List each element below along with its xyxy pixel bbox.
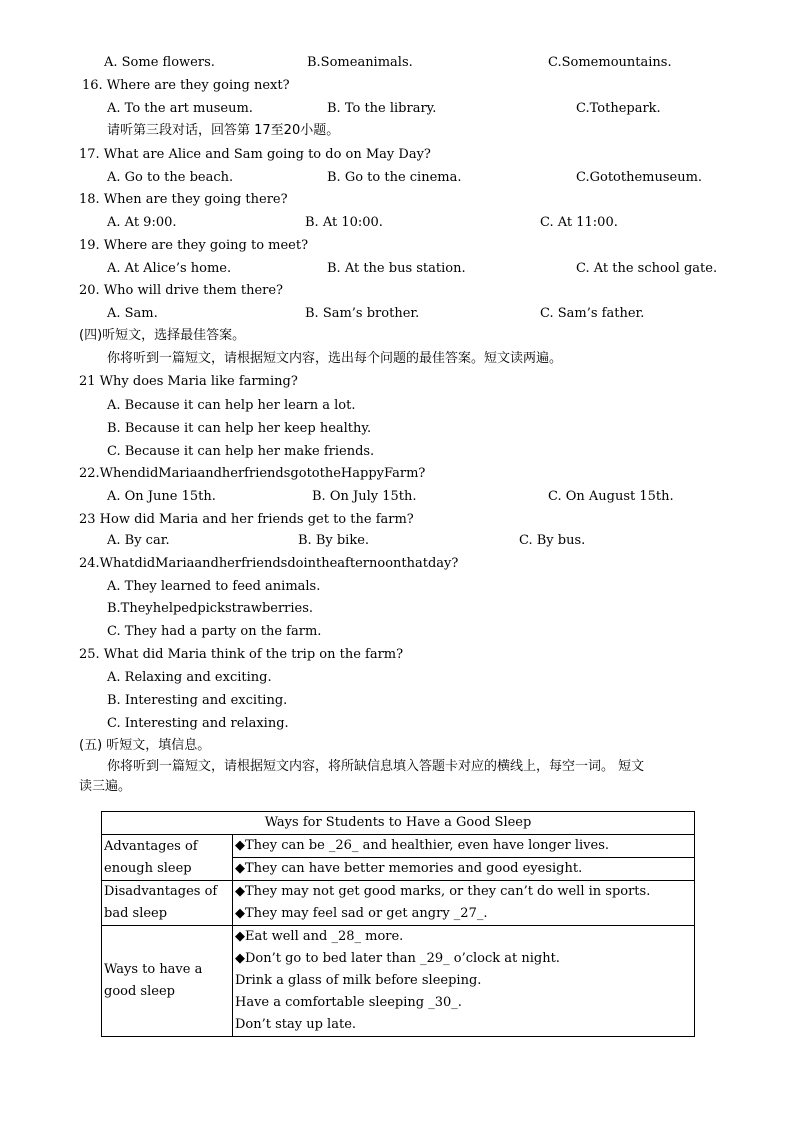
- q22-question: 22.WhendidMariaandherfriendsgototheHappyFarm?: [79, 466, 426, 481]
- q22-option-a: A. On June 15th.: [107, 489, 216, 504]
- q21-option-c: C. Because it can help her make friends.: [107, 444, 375, 459]
- label-line: enough sleep: [104, 860, 192, 876]
- q18-option-c: C. At 11:00.: [540, 215, 618, 230]
- table-cell: ◆They can have better memories and good eyesight.: [233, 858, 695, 881]
- table-row: [102, 835, 695, 858]
- table-cell: [233, 926, 695, 1037]
- table-item: ◆They may feel sad or get angry _27_.: [235, 906, 488, 921]
- table-row: [102, 881, 695, 926]
- q20-option-c: C. Sam’s father.: [540, 306, 645, 321]
- part5-title: (五) 听短文，填信息。: [79, 738, 211, 753]
- table-row-label: [102, 881, 233, 926]
- q17-option-b: B. Go to the cinema.: [327, 170, 462, 185]
- q24-question: 24.WhatdidMariaandherfriendsdointheafternoonthatday?: [79, 556, 459, 571]
- q25-option-c: C. Interesting and relaxing.: [107, 716, 289, 731]
- q21-option-b: B. Because it can help her keep healthy.: [107, 421, 372, 436]
- q18-question: 18. When are they going there?: [79, 192, 288, 207]
- q22-option-b: B. On July 15th.: [312, 489, 417, 504]
- table-row-label: [102, 926, 233, 1037]
- table-item: Don’t stay up late.: [235, 1017, 357, 1032]
- table-item: ◆They may not get good marks, or they can’t do well in sports.: [235, 884, 651, 899]
- q17-question: 17. What are Alice and Sam going to do on May Day?: [79, 147, 431, 162]
- table-cell: ◆They can be _26_ and healthier, even have longer lives.: [233, 835, 695, 858]
- part5-instructions-line2: 读三遍。: [79, 779, 132, 794]
- table-cell: [233, 881, 695, 926]
- q19-option-a: A. At Alice’s home.: [107, 261, 232, 276]
- q25-question: 25. What did Maria think of the trip on the farm?: [79, 647, 404, 662]
- table-title: Ways for Students to Have a Good Sleep: [102, 812, 695, 835]
- q22-option-c: C. On August 15th.: [548, 489, 674, 504]
- q16-option-c: C.Tothepark.: [576, 101, 661, 116]
- q24-option-a: A. They learned to feed animals.: [107, 579, 321, 594]
- label-line: Disadvantages of: [104, 884, 218, 899]
- q20-option-a: A. Sam.: [107, 306, 158, 321]
- q18-option-b: B. At 10:00.: [305, 215, 383, 230]
- q24-option-c: C. They had a party on the farm.: [107, 624, 322, 639]
- q19-question: 19. Where are they going to meet?: [79, 238, 309, 253]
- q23-option-b: B. By bike.: [298, 533, 370, 548]
- q19-option-c: C. At the school gate.: [576, 261, 718, 276]
- section3-note: 请听第三段对话，回答第 17至20小题。: [107, 123, 340, 138]
- q18-option-a: A. At 9:00.: [107, 215, 177, 230]
- q15-option-a: A. Some flowers.: [104, 55, 215, 70]
- q20-question: 20. Who will drive them there?: [79, 283, 284, 298]
- q16-question: 16. Where are they going next?: [82, 78, 290, 93]
- q17-option-c: C.Gotothemuseum.: [576, 170, 703, 185]
- q25-option-a: A. Relaxing and exciting.: [107, 670, 272, 685]
- q16-option-a: A. To the art museum.: [107, 101, 253, 116]
- q23-question: 23 How did Maria and her friends get to the farm?: [79, 512, 414, 527]
- label-line: good sleep: [104, 984, 175, 999]
- q24-option-b: B.Theyhelpedpickstrawberries.: [107, 601, 314, 616]
- label-line: Advantages of: [104, 838, 198, 854]
- good-sleep-table: [101, 811, 695, 1037]
- q23-option-a: A. By car.: [107, 533, 170, 548]
- q23-option-c: C. By bus.: [519, 533, 586, 548]
- table-item: ◆Don’t go to bed later than _29_ o’clock at night.: [235, 951, 560, 966]
- label-line: bad sleep: [104, 906, 168, 921]
- q20-option-b: B. Sam’s brother.: [305, 306, 420, 321]
- q25-option-b: B. Interesting and exciting.: [107, 693, 288, 708]
- q15-option-c: C.Somemountains.: [548, 55, 672, 70]
- table-row-label: [102, 835, 233, 881]
- q21-question: 21 Why does Maria like farming?: [79, 374, 298, 389]
- q15-option-b: B.Someanimals.: [307, 55, 413, 70]
- table-item: Have a comfortable sleeping _30_.: [235, 995, 462, 1010]
- label-line: Ways to have a: [104, 962, 203, 977]
- part4-instructions: 你将听到一篇短文，请根据短文内容，选出每个问题的最佳答案。短文读两遍。: [107, 351, 563, 366]
- q17-option-a: A. Go to the beach.: [107, 170, 234, 185]
- table-item: Drink a glass of milk before sleeping.: [235, 973, 482, 988]
- part4-title: (四)听短文，选择最佳答案。: [79, 328, 246, 343]
- table-row: [102, 926, 695, 1037]
- q19-option-b: B. At the bus station.: [327, 261, 466, 276]
- q21-option-a: A. Because it can help her learn a lot.: [107, 398, 356, 413]
- q16-option-b: B. To the library.: [327, 101, 437, 116]
- part5-instructions-line1: 你将听到一篇短文，请根据短文内容，将所缺信息填入答题卡对应的横线上，每空一词。 短文: [107, 759, 645, 774]
- table-item: ◆Eat well and _28_ more.: [235, 929, 404, 944]
